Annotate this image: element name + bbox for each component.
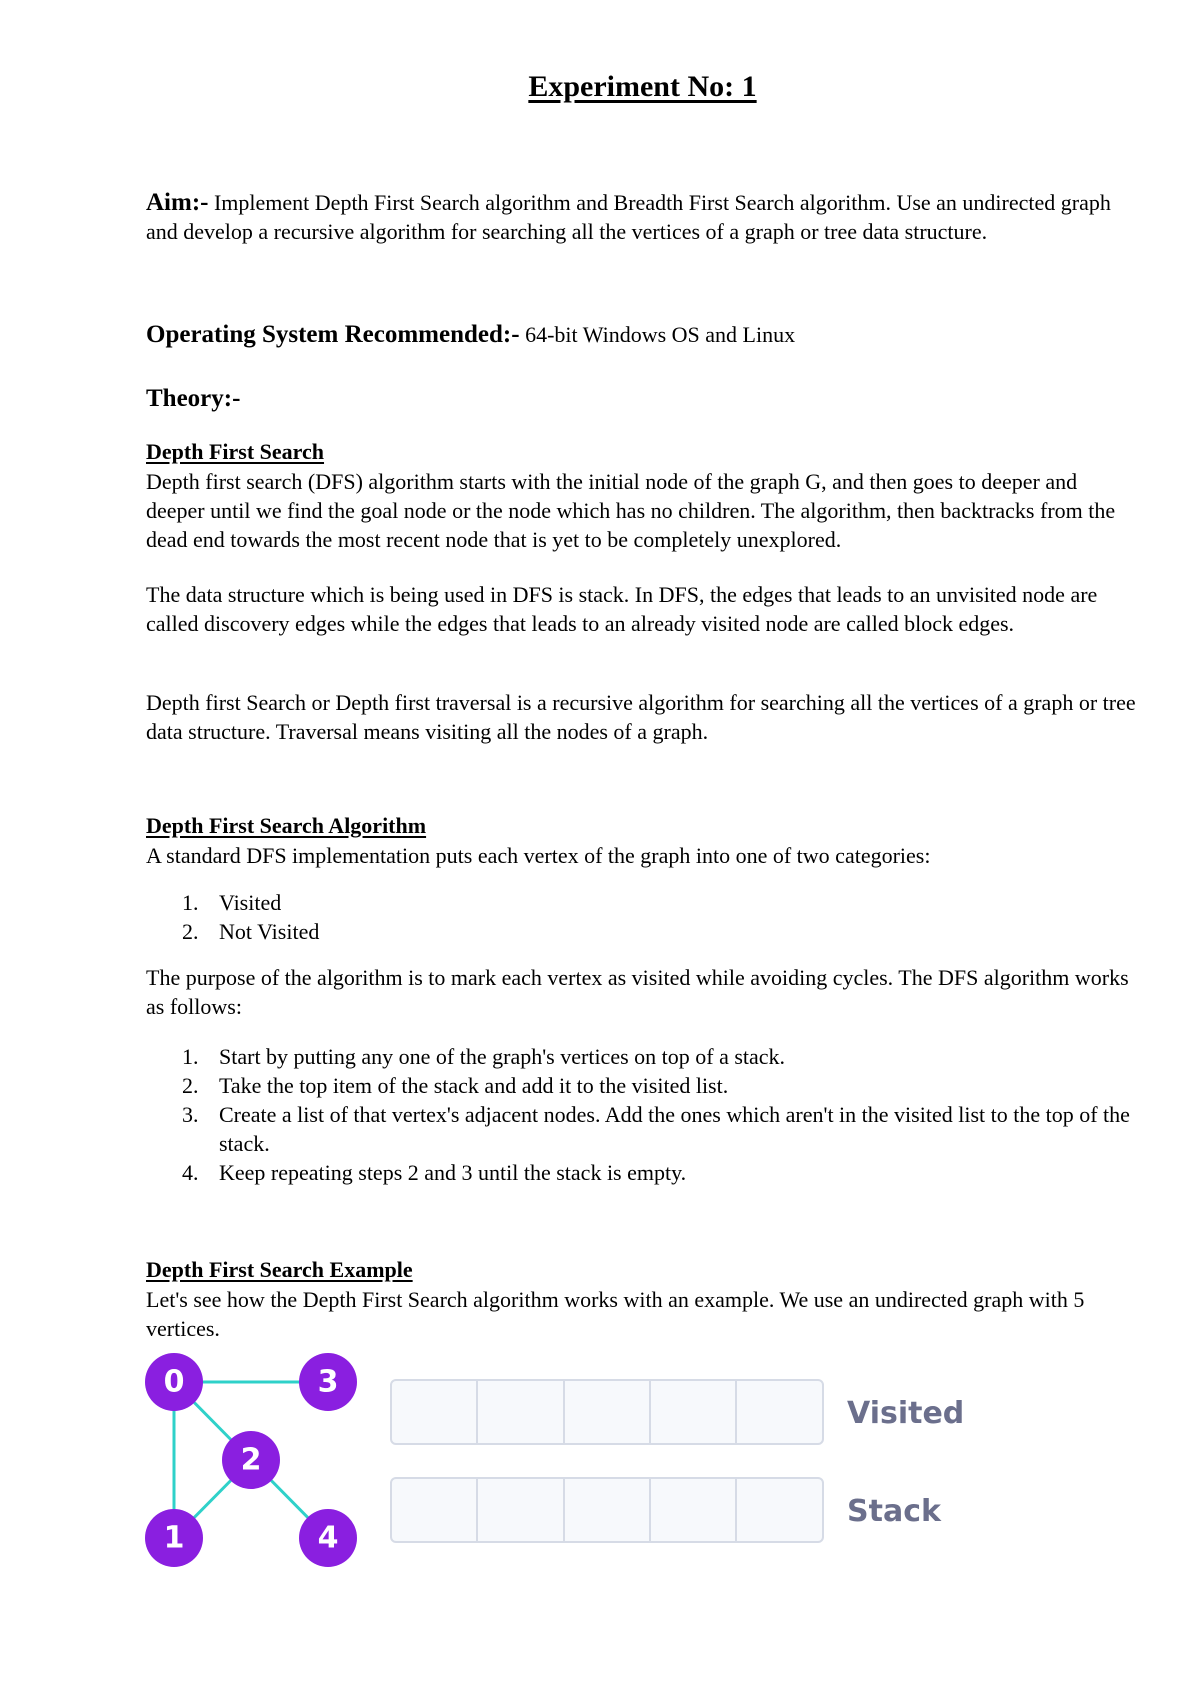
- os-paragraph: [146, 320, 1136, 349]
- os-text: 64-bit Windows OS and Linux: [519, 322, 796, 347]
- list-item: 1. Visited: [182, 890, 282, 915]
- dfs-heading: Depth First Search: [146, 439, 325, 464]
- algorithm-heading: Depth First Search Algorithm: [146, 813, 427, 838]
- list-item: 2. Not Visited: [182, 919, 320, 944]
- svg-text:4: 4: [317, 1520, 339, 1556]
- list-item: 3. Create a list of that vertex's adjacent nodes. Add the ones which aren't in the visited list to the top of the stack.: [182, 1102, 1130, 1156]
- graph-node-4: [299, 1509, 357, 1567]
- graph-nodes: [145, 1353, 357, 1567]
- svg-text:2: 2: [240, 1442, 262, 1478]
- example-heading: Depth First Search Example: [146, 1257, 413, 1282]
- dfs-example-diagram: [140, 1340, 1000, 1580]
- page-title: Experiment No: 1: [528, 70, 757, 103]
- aim-label: Aim:-: [146, 189, 209, 216]
- dfs-paragraph-1: Depth first search (DFS) algorithm starts with the initial node of the graph G, and then goes to deeper and deeper until we find the goal node or the node which has no children. The algorithm, then backtracks from the dead end towards the most recent node that is yet to be completely unexplored.: [146, 469, 1116, 552]
- list-item: 1. Start by putting any one of the graph's vertices on top of a stack.: [182, 1044, 786, 1069]
- graph-node-3: [299, 1353, 357, 1411]
- algorithm-purpose: The purpose of the algorithm is to mark each vertex as visited while avoiding cycles. The DFS algorithm works as follows:: [146, 965, 1129, 1019]
- category-list: [146, 888, 1136, 946]
- svg-text:3: 3: [317, 1364, 339, 1400]
- algorithm-intro: A standard DFS implementation puts each vertex of the graph into one of two categories:: [146, 843, 931, 868]
- dfs-paragraph-2: The data structure which is being used in DFS is stack. In DFS, the edges that leads to an unvisited node are called discovery edges while the edges that leads to an already visited node are called block edges.: [146, 582, 1098, 636]
- visited-label: Visited: [847, 1396, 965, 1431]
- graph-node-1: [145, 1509, 203, 1567]
- steps-list: [146, 1042, 1136, 1187]
- theory-label: Theory:-: [146, 385, 241, 412]
- visited-boxes: [391, 1380, 823, 1444]
- graph-node-2: [222, 1431, 280, 1489]
- stack-label: Stack: [847, 1494, 941, 1529]
- list-item: 2. Take the top item of the stack and add it to the visited list.: [182, 1073, 729, 1098]
- dfs-paragraph-3: Depth first Search or Depth first traversal is a recursive algorithm for searching all the vertices of a graph or tree data structure. Traversal means visiting all the nodes of a graph.: [146, 690, 1136, 744]
- aim-paragraph: [146, 188, 1136, 246]
- svg-text:1: 1: [163, 1520, 185, 1556]
- example-intro: Let's see how the Depth First Search algorithm works with an example. We use an undirected graph with 5 vertices.: [146, 1287, 1085, 1341]
- stack-boxes: [391, 1478, 823, 1542]
- graph-node-0: [145, 1353, 203, 1411]
- list-item: 4. Keep repeating steps 2 and 3 until the stack is empty.: [182, 1160, 687, 1185]
- os-label: Operating System Recommended:-: [146, 321, 520, 348]
- aim-text: Implement Depth First Search algorithm and Breadth First Search algorithm. Use an undirected graph and develop a recursive algorithm for searching all the vertices of a graph or tree data structure.: [146, 190, 1111, 244]
- svg-text:0: 0: [163, 1364, 185, 1400]
